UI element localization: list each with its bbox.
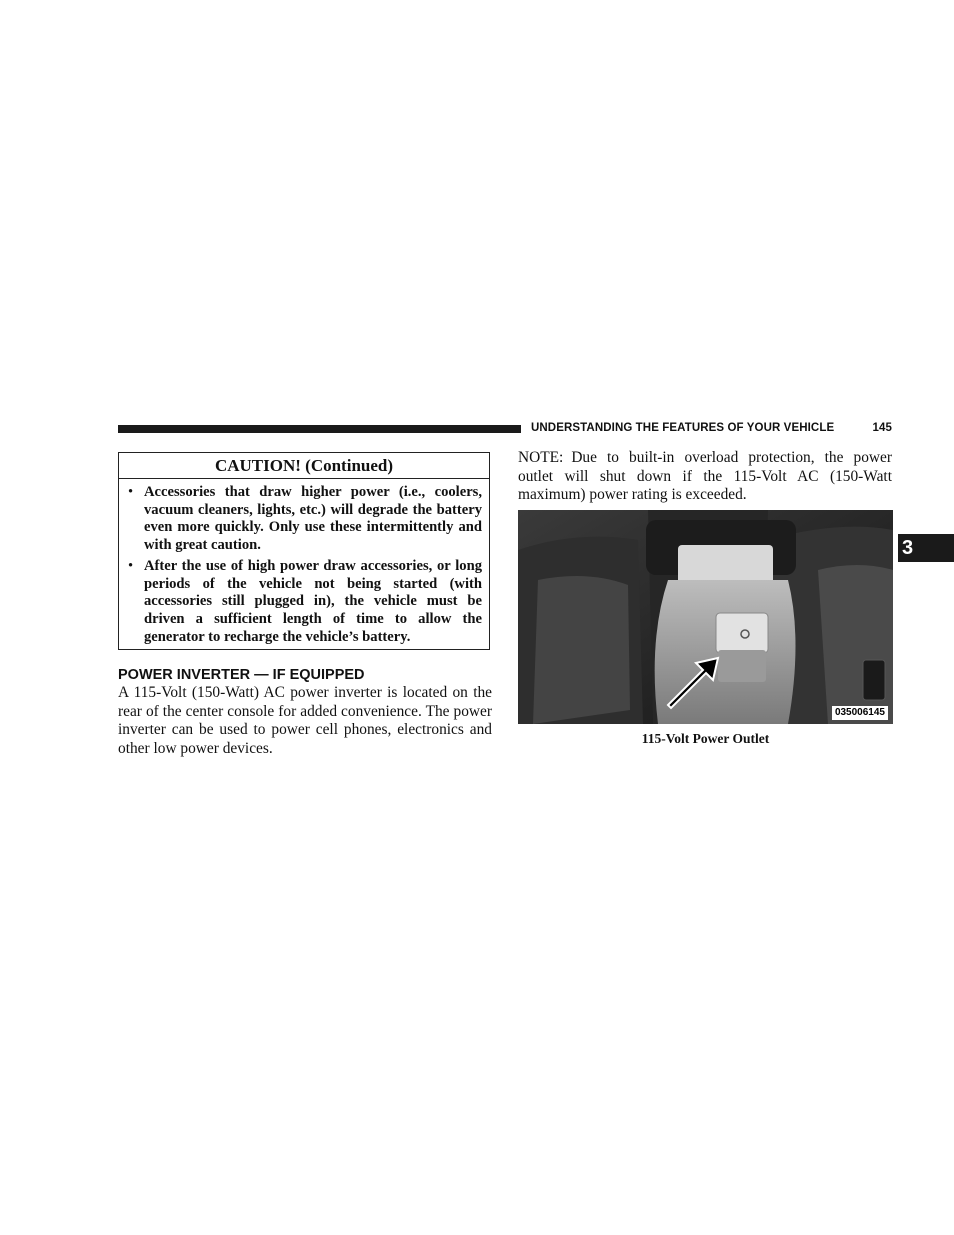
caution-box <box>118 452 490 650</box>
section-heading: POWER INVERTER — IF EQUIPPED <box>118 667 365 683</box>
body-paragraph: A 115-Volt (150-Watt) AC power inverter is located on the rear of the center console for added convenience. The power inverter can be used to power cell phones, electronics and other low power devices. <box>118 684 492 757</box>
chapter-tab: 3 <box>898 534 954 562</box>
note-text: Due to built-in overload protection, the power outlet will shut down if the 115-Volt AC (150-Watt maximum) power rating is exceeded. <box>518 449 892 504</box>
page-number: 145 <box>872 422 892 434</box>
header-rule <box>118 425 521 433</box>
note-paragraph <box>518 449 892 505</box>
caution-list <box>119 479 489 646</box>
caution-item <box>128 558 482 647</box>
running-header <box>531 419 892 437</box>
note-label: NOTE: <box>518 449 564 466</box>
photo-illustration <box>518 510 893 724</box>
power-outlet-photo <box>518 510 893 724</box>
figure-caption: 115-Volt Power Outlet <box>641 731 770 746</box>
bullet-icon: • <box>128 484 134 500</box>
caution-item-text: After the use of high power draw accessories, or long periods of the vehicle not being started (with accessories still plugged in), the vehicle must be driven a sufficient length of time to allow the generator to recharge the vehicle’s battery. <box>144 557 482 645</box>
caution-item <box>128 484 482 555</box>
bullet-icon: • <box>128 557 134 574</box>
caution-title: CAUTION! (Continued) <box>119 453 489 479</box>
caution-item-text: Accessories that draw higher power (i.e., coolers, vacuum cleaners, lights, etc.) will degrade the battery even more quickly. Only use these intermittently and with great caution. <box>144 484 482 554</box>
section-title: UNDERSTANDING THE FEATURES OF YOUR VEHICLE <box>531 422 835 434</box>
figure-code: 035006145 <box>832 706 888 720</box>
